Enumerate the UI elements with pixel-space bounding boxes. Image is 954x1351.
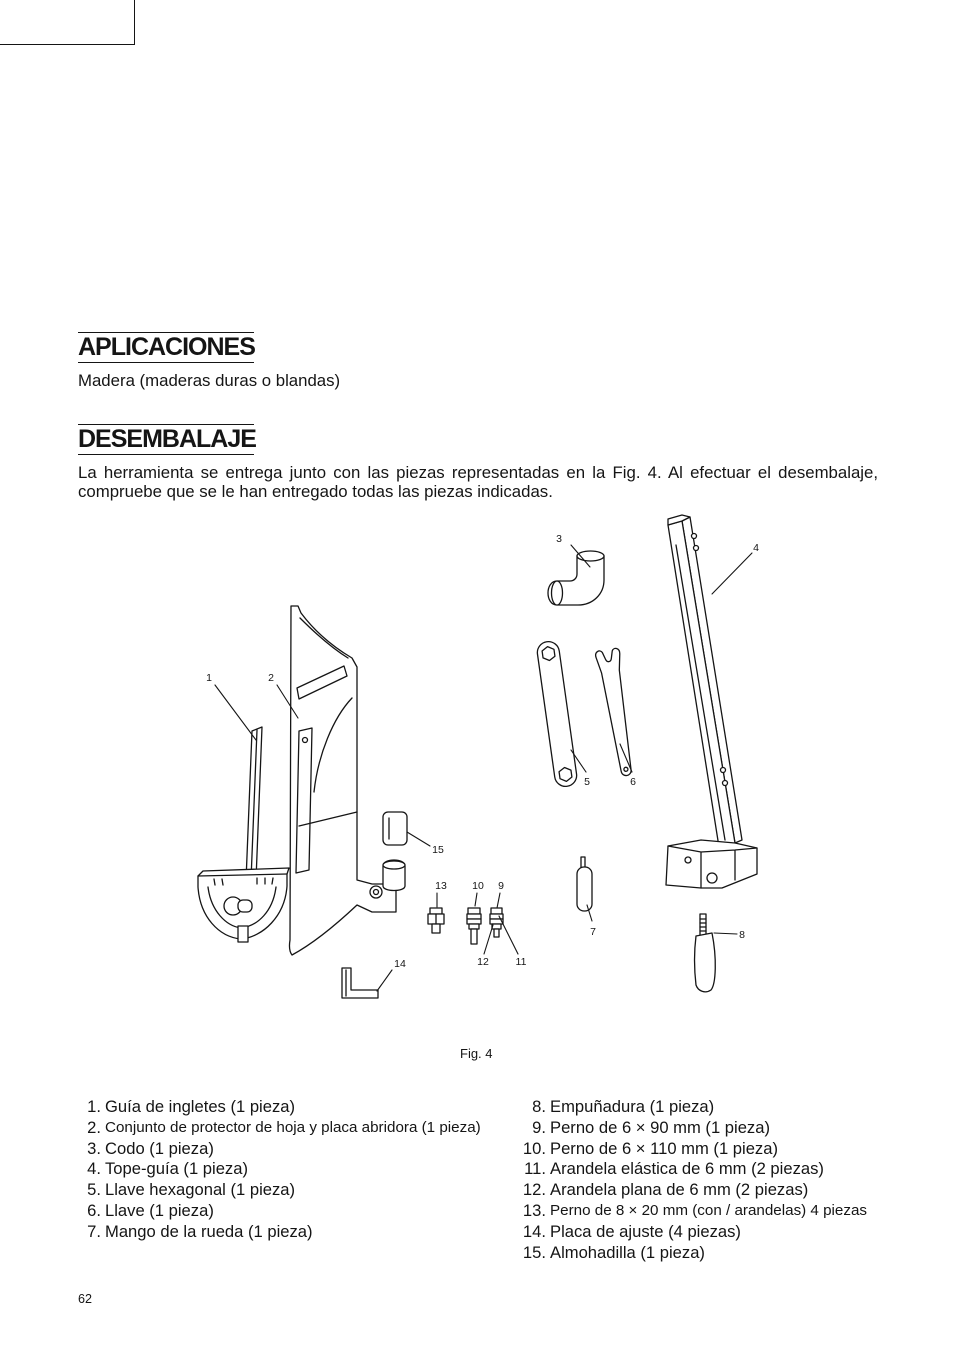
- label-12: 12: [477, 956, 489, 968]
- item-label: Placa de ajuste (4 piezas): [550, 1221, 741, 1241]
- item-label: Empuñadura (1 pieza): [550, 1097, 715, 1116]
- wrench-body: [595, 648, 639, 778]
- bolt-13-washer: [430, 908, 442, 914]
- label-7: 7: [590, 926, 596, 938]
- pad-body: [383, 812, 407, 845]
- item-label: Almohadilla (1 pieza): [550, 1242, 705, 1262]
- item-number: 2.: [87, 1117, 101, 1137]
- label-5: 5: [584, 776, 590, 788]
- bolt-9-shank: [494, 929, 499, 937]
- leader-line-8: [714, 933, 737, 934]
- rip-fence-hole: [694, 546, 699, 551]
- part-5-hex-wrench: [536, 640, 578, 788]
- bolt-9-head: [491, 908, 502, 914]
- parts-list-item: [60, 1118, 481, 1139]
- bolt-10-head: [468, 908, 480, 914]
- bolt-10-shank: [471, 929, 477, 944]
- bolt-13-shank: [432, 924, 440, 933]
- item-label: Conjunto de protector de hoja y placa abridora (1 pieza): [105, 1118, 481, 1136]
- label-9: 9: [498, 880, 504, 892]
- parts-list-item: [500, 1139, 867, 1160]
- part-15-pad: [383, 812, 407, 845]
- figure-caption: Fig. 4: [460, 1046, 493, 1061]
- leader-line-12: [484, 925, 493, 954]
- splitter-pivot: [303, 738, 308, 743]
- parts-list-right: [500, 1097, 867, 1263]
- item-label: Perno de 8 × 20 mm (con / arandelas) 4 piezas: [550, 1201, 868, 1219]
- figure-labels: [206, 533, 759, 970]
- item-number: 9.: [532, 1117, 546, 1137]
- label-15: 15: [432, 844, 444, 856]
- adjusting-plate-body: [342, 968, 378, 998]
- rip-fence-base-hole: [685, 857, 691, 863]
- leader-line-1: [215, 685, 256, 740]
- corner-tab-box: [0, 0, 135, 45]
- item-number: 13.: [522, 1200, 546, 1220]
- part-3-elbow: [548, 551, 604, 605]
- miter-gauge-stem: [238, 926, 248, 942]
- item-number: 12.: [522, 1180, 546, 1200]
- item-number: 7.: [87, 1221, 101, 1241]
- rip-fence-front: [668, 521, 735, 847]
- guard-mount-cup-rim: [383, 861, 405, 869]
- bolt-10-flat-washer: [467, 919, 481, 924]
- label-13: 13: [435, 880, 447, 892]
- rip-fence-hole: [692, 534, 697, 539]
- wrench-hole: [624, 767, 629, 772]
- grip-handle-stud: [700, 914, 706, 936]
- bolt-9-spring-washer: [490, 914, 503, 919]
- miter-gauge-knob-handle: [238, 900, 252, 912]
- grip-handle-body: [695, 933, 716, 992]
- parts-list-item: [60, 1159, 481, 1180]
- parts-list-item: [60, 1180, 481, 1201]
- item-label: Llave hexagonal (1 pieza): [105, 1180, 296, 1200]
- label-4: 4: [753, 542, 759, 554]
- item-label: Mango de la rueda (1 pieza): [105, 1221, 313, 1241]
- part-14-adjusting-plate: [342, 968, 378, 998]
- label-2: 2: [268, 672, 274, 684]
- part-13-bolt: [428, 908, 444, 933]
- part-7-wheel-handle: [577, 857, 592, 911]
- splitter-arm: [296, 728, 312, 873]
- applications-text: Madera (maderas duras o blandas): [78, 371, 341, 390]
- part-6-wrench: [595, 648, 639, 778]
- part-10-bolt: [467, 908, 481, 944]
- item-number: 1.: [87, 1097, 101, 1116]
- parts-list-item: [500, 1180, 867, 1201]
- item-label: Perno de 6 × 110 mm (1 pieza): [550, 1138, 778, 1158]
- part-1-miter-gauge: [198, 727, 289, 942]
- heading-unpacking: DESEMBALAJE: [78, 425, 256, 453]
- parts-list-item: [60, 1201, 481, 1222]
- item-label: Codo (1 pieza): [105, 1138, 214, 1158]
- parts-list-item: [60, 1097, 481, 1118]
- part-2-blade-guard-splitter: [289, 606, 405, 955]
- wheel-handle-body: [577, 867, 592, 911]
- parts-list-item: [500, 1222, 867, 1243]
- label-1: 1: [206, 672, 212, 684]
- part-9-bolt: [490, 908, 503, 937]
- parts-list-item: [500, 1118, 867, 1139]
- item-number: 5.: [87, 1180, 101, 1200]
- guard-mount-hole-inner: [374, 890, 379, 895]
- item-label: Perno de 6 × 90 mm (1 pieza): [550, 1117, 770, 1137]
- parts-list-item: [500, 1201, 867, 1222]
- rip-fence-hole: [721, 768, 726, 773]
- item-label: Llave (1 pieza): [105, 1200, 214, 1220]
- label-14: 14: [394, 958, 406, 970]
- bolt-10-spring-washer: [467, 914, 481, 919]
- item-number: 14.: [522, 1221, 546, 1241]
- heading-applications: APLICACIONES: [78, 333, 255, 361]
- item-number: 10.: [522, 1138, 546, 1158]
- item-label: Tope-guía (1 pieza): [105, 1159, 248, 1179]
- leader-line-10: [475, 893, 477, 906]
- parts-list-item: [500, 1243, 867, 1264]
- parts-list-item: [60, 1222, 481, 1243]
- item-number: 8.: [532, 1097, 546, 1116]
- item-number: 3.: [87, 1138, 101, 1158]
- rip-fence-hole: [723, 781, 728, 786]
- hex-wrench-body: [536, 640, 578, 788]
- item-label: Guía de ingletes (1 pieza): [105, 1097, 296, 1116]
- label-6: 6: [630, 776, 636, 788]
- elbow-side-opening: [552, 581, 563, 605]
- figure-4-parts-diagram: [150, 500, 800, 1010]
- leader-line-15: [407, 832, 430, 846]
- bolt-10-collar: [469, 924, 479, 929]
- item-label: Arandela elástica de 6 mm (2 piezas): [550, 1159, 824, 1179]
- item-label: Arandela plana de 6 mm (2 piezas): [550, 1180, 809, 1200]
- item-number: 15.: [522, 1242, 546, 1262]
- item-number: 6.: [87, 1200, 101, 1220]
- page-number: 62: [78, 1292, 93, 1306]
- item-number: 4.: [87, 1159, 101, 1179]
- unpacking-paragraph: La herramienta se entrega junto con las piezas representadas en la Fig. 4. Al efectuar el desembalaje, compruebe que se le han entregado todas las piezas indicadas.: [78, 463, 878, 501]
- label-8: 8: [739, 929, 745, 941]
- part-4-rip-fence: [666, 515, 757, 888]
- rip-fence-lock-knob: [707, 873, 717, 883]
- parts-list-left: [60, 1097, 481, 1243]
- part-8-grip-handle: [695, 914, 716, 992]
- parts-list-item: [60, 1139, 481, 1160]
- label-3: 3: [556, 533, 562, 545]
- leader-line-14: [377, 970, 392, 991]
- label-10: 10: [472, 880, 484, 892]
- item-number: 11.: [524, 1159, 546, 1179]
- parts-list-item: [500, 1159, 867, 1180]
- leader-line-9: [497, 893, 500, 908]
- leader-line-4: [712, 553, 752, 594]
- leader-line-11: [499, 916, 518, 954]
- parts-list-item: [500, 1097, 867, 1118]
- label-11: 11: [515, 956, 527, 968]
